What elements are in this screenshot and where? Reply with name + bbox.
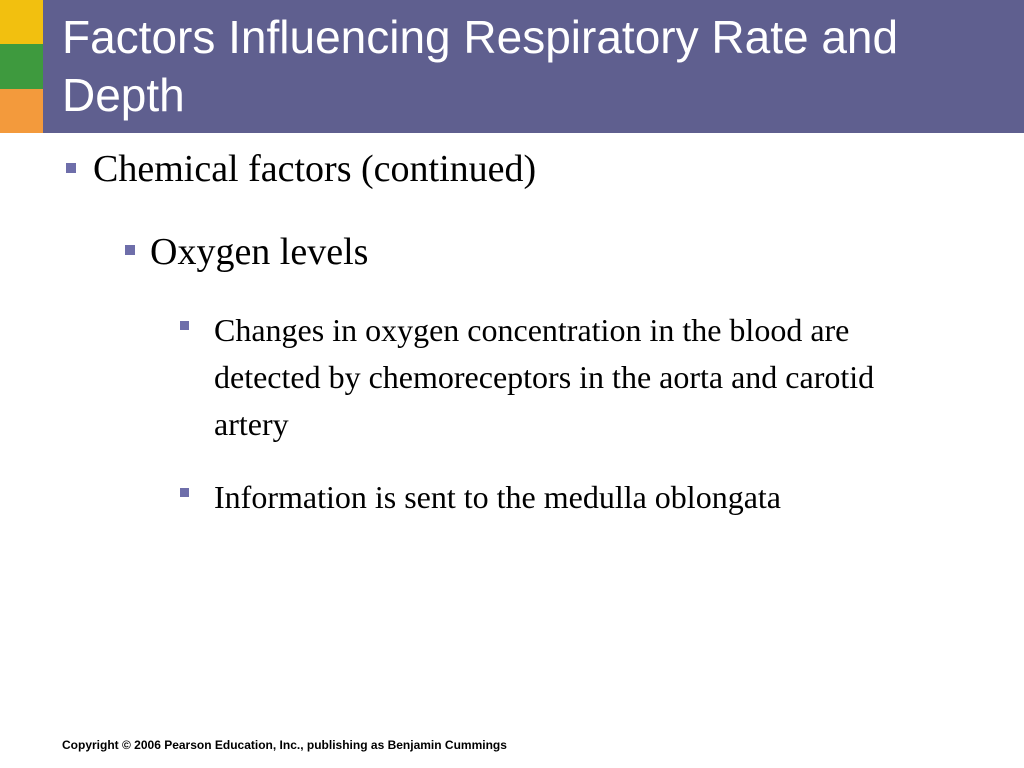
copyright-footer: Copyright © 2006 Pearson Education, Inc., publishing as Benjamin Cummings bbox=[62, 738, 507, 752]
slide-title: Factors Influencing Respiratory Rate and Depth bbox=[62, 11, 899, 121]
bullet-item-oxygen-detection bbox=[180, 307, 940, 448]
square-bullet-icon bbox=[180, 488, 189, 497]
bullet-item-chemical-factors bbox=[66, 147, 986, 191]
bullet-text: Information is sent to the medulla oblongata bbox=[214, 479, 781, 515]
bullet-item-oxygen-levels bbox=[125, 230, 985, 274]
square-bullet-icon bbox=[125, 245, 135, 255]
bullet-item-medulla bbox=[180, 474, 940, 521]
accent-block-yellow bbox=[0, 0, 43, 44]
square-bullet-icon bbox=[180, 321, 189, 330]
accent-block-orange bbox=[0, 89, 43, 133]
accent-block-green bbox=[0, 44, 43, 89]
square-bullet-icon bbox=[66, 163, 76, 173]
bullet-text: Chemical factors (continued) bbox=[93, 148, 537, 190]
bullet-text: Oxygen levels bbox=[150, 231, 369, 273]
bullet-text: Changes in oxygen concentration in the blood are detected by chemoreceptors in the aorta and carotid artery bbox=[214, 312, 875, 442]
